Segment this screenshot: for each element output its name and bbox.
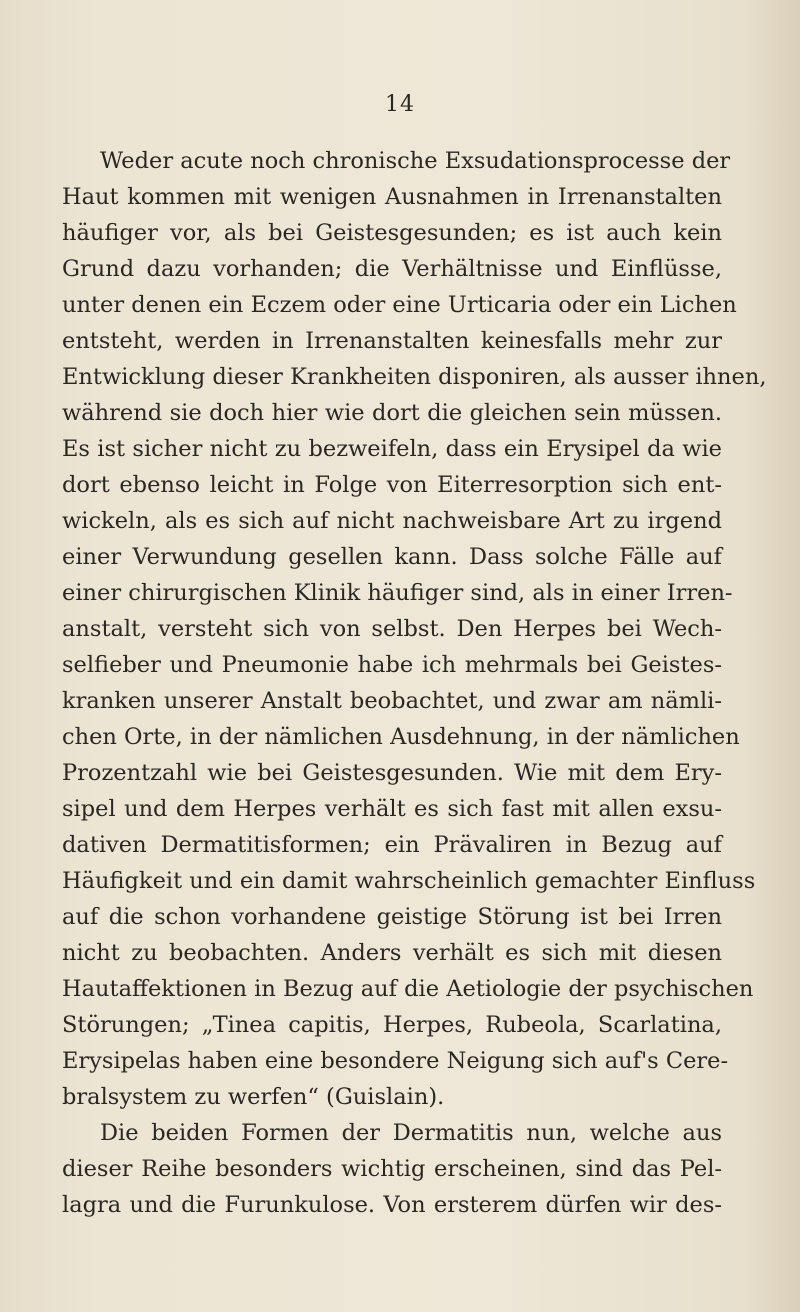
text-line: bralsystem zu werfen“ (Guislain). xyxy=(62,1084,445,1110)
text-line: selfieber und Pneumonie habe ich mehrmals bei Geistes- xyxy=(62,652,722,678)
text-line: Grund dazu vorhanden; die Verhältnisse und Einflüsse, xyxy=(62,256,722,282)
text-line: dativen Dermatitisformen; ein Prävaliren in Bezug auf xyxy=(62,832,722,858)
text-line: häufiger vor, als bei Geistesgesunden; es ist auch kein xyxy=(62,220,722,246)
text-line: Störungen; „Tinea capitis, Herpes, Rubeola, Scarlatina, xyxy=(62,1012,722,1038)
page-number: 14 xyxy=(385,92,415,117)
text-line: Entwicklung dieser Krankheiten disponiren, als ausser ihnen, xyxy=(62,364,767,390)
text-line: Erysipelas haben eine besondere Neigung sich auf's Cere- xyxy=(62,1048,729,1074)
text-line: unter denen ein Eczem oder eine Urticaria oder ein Lichen xyxy=(62,292,737,318)
text-line: auf die schon vorhandene geistige Störung ist bei Irren xyxy=(62,904,722,930)
text-line: entsteht, werden in Irrenanstalten keinesfalls mehr zur xyxy=(62,328,722,354)
text-line: dieser Reihe besonders wichtig erscheinen, sind das Pel- xyxy=(62,1156,722,1182)
text-line: Haut kommen mit wenigen Ausnahmen in Irrenanstalten xyxy=(62,184,722,210)
text-line: chen Orte, in der nämlichen Ausdehnung, in der nämlichen xyxy=(62,724,740,750)
text-line: anstalt, versteht sich von selbst. Den Herpes bei Wech- xyxy=(62,616,722,642)
text-line: Hautaffektionen in Bezug auf die Aetiologie der psychischen xyxy=(62,976,754,1002)
text-line: kranken unserer Anstalt beobachtet, und zwar am nämli- xyxy=(62,688,722,714)
text-line: dort ebenso leicht in Folge von Eiterresorption sich ent- xyxy=(62,472,722,498)
text-line: Prozentzahl wie bei Geistesgesunden. Wie mit dem Ery- xyxy=(62,760,722,786)
text-line: nicht zu beobachten. Anders verhält es sich mit diesen xyxy=(62,940,722,966)
text-line: Weder acute noch chronische Exsudationsprocesse der xyxy=(100,148,731,174)
body-text xyxy=(62,143,767,1223)
text-line: einer chirurgischen Klinik häufiger sind, als in einer Irren- xyxy=(62,580,733,606)
text-line: lagra und die Furunkulose. Von ersterem dürfen wir des- xyxy=(62,1192,722,1218)
text-line: wickeln, als es sich auf nicht nachweisbare Art zu irgend xyxy=(62,508,722,534)
text-line: sipel und dem Herpes verhält es sich fast mit allen exsu- xyxy=(62,796,722,822)
text-line: während sie doch hier wie dort die gleichen sein müssen. xyxy=(62,400,722,426)
text-line: einer Verwundung gesellen kann. Dass solche Fälle auf xyxy=(62,544,722,570)
text-line: Häufigkeit und ein damit wahrscheinlich gemachter Einfluss xyxy=(62,868,756,894)
text-line: Es ist sicher nicht zu bezweifeln, dass ein Erysipel da wie xyxy=(62,436,722,462)
text-line: Die beiden Formen der Dermatitis nun, welche aus xyxy=(100,1120,722,1146)
